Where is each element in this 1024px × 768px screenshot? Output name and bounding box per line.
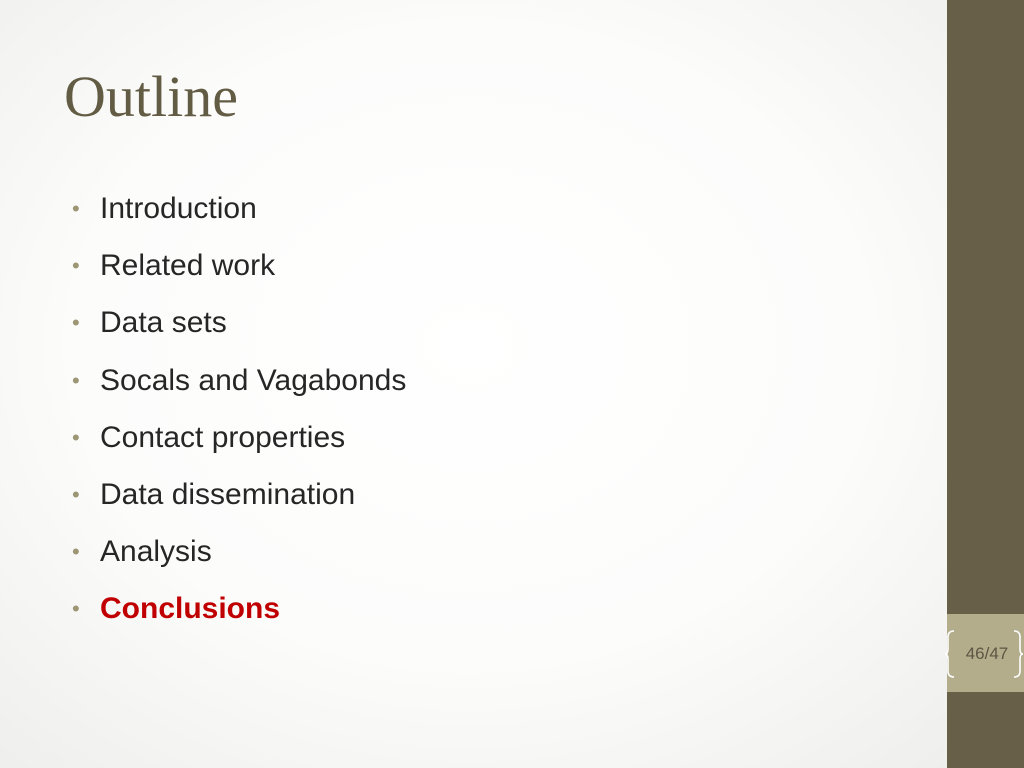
outline-item-label: Socals and Vagabonds: [100, 363, 407, 397]
bullet-dot-icon: •: [72, 310, 80, 336]
bullet-dot-icon: •: [72, 481, 80, 507]
bullet-dot-icon: •: [72, 424, 80, 450]
outline-item-label: Contact properties: [100, 420, 346, 454]
outline-item-label-current: Conclusions: [100, 592, 281, 626]
outline-item-label: Analysis: [100, 535, 212, 569]
slide-title: Outline: [64, 64, 238, 129]
bullet-dot-icon: •: [72, 196, 80, 221]
bullet-dot-icon: •: [72, 596, 80, 622]
bullet-dot-icon: •: [72, 367, 80, 393]
outline-item-label: Introduction: [100, 192, 257, 225]
bullet-dot-icon: •: [72, 253, 80, 279]
bullet-dot-icon: •: [72, 539, 80, 565]
outline-item-label: Data dissemination: [100, 477, 356, 511]
page-number: 46/47: [965, 644, 1009, 663]
outline-item-label: Related work: [100, 249, 276, 283]
outline-item-label: Data sets: [100, 306, 227, 340]
